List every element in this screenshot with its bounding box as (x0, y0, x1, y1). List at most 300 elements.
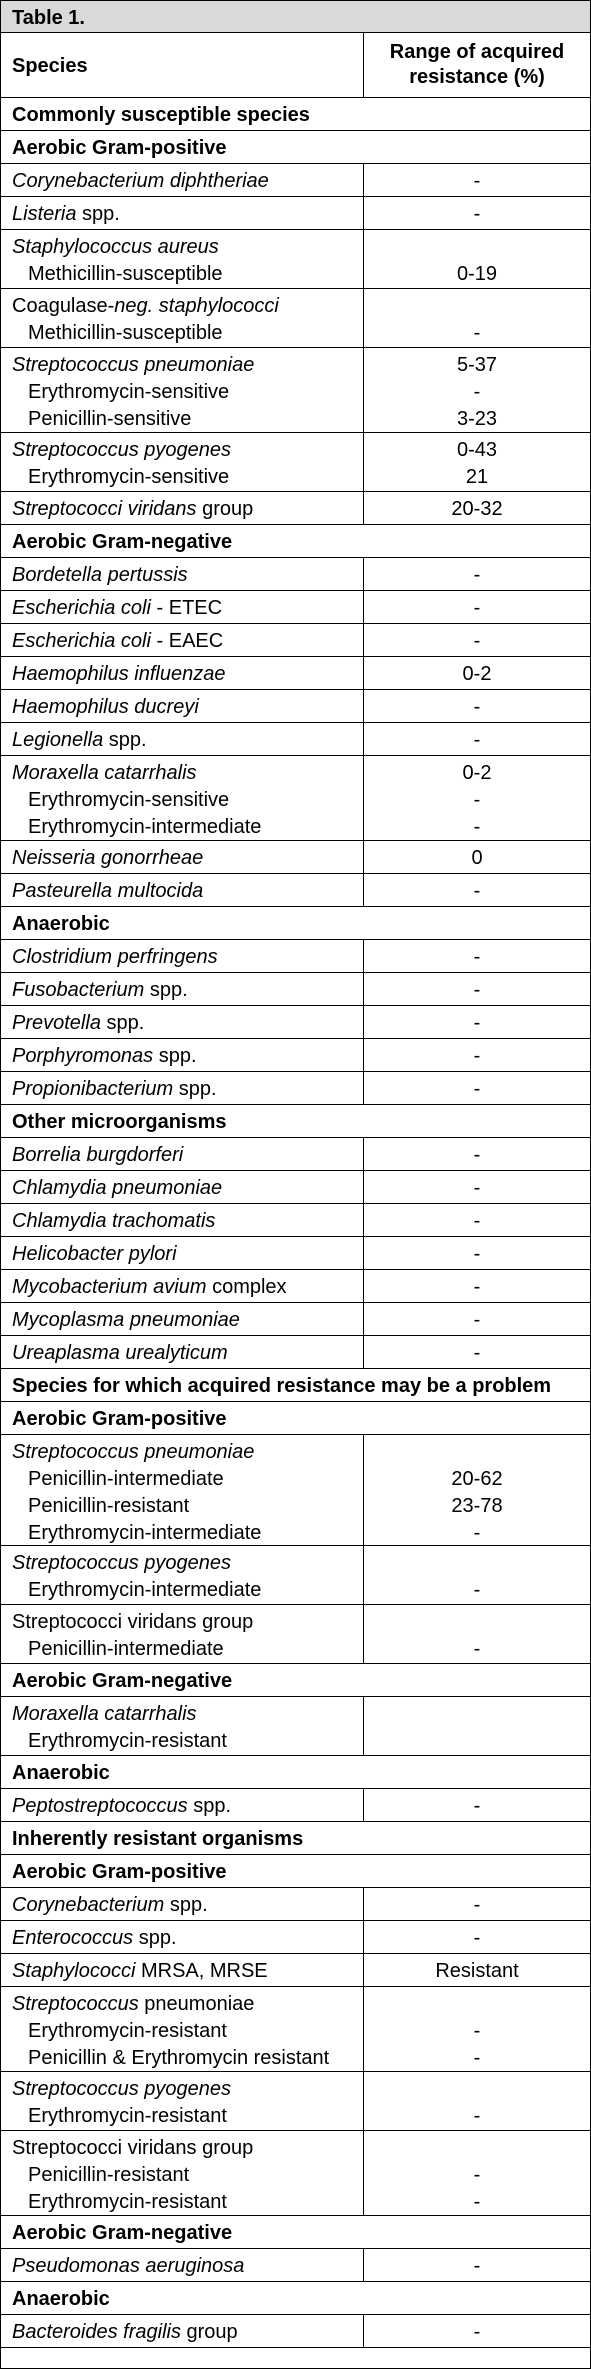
column-header-species: Species (12, 55, 88, 77)
species-text: group (196, 498, 254, 520)
species-cell (1, 492, 364, 524)
species-cell (1, 289, 364, 347)
resistance-cell (364, 2315, 590, 2347)
resistance-value: - (473, 1012, 481, 1034)
section-header: Other microorganisms (12, 1111, 227, 1133)
resistance-value: - (473, 696, 481, 718)
resistance-cell (364, 1270, 590, 1302)
species-text: Helicobacter pylori (12, 1243, 177, 1265)
species-line (12, 1274, 363, 1301)
column-header-range-line-1: Range of acquired (389, 41, 565, 63)
species-text: Moraxella catarrhalis (12, 762, 197, 784)
table-row (1, 1789, 590, 1822)
species-text: spp. (187, 1795, 232, 1817)
species-text: Penicillin-resistant (28, 2164, 190, 2186)
resistance-cell (364, 1204, 590, 1236)
species-cell (1, 1336, 364, 1368)
table-row (1, 1435, 590, 1546)
resistance-value (364, 1701, 590, 1728)
species-line (12, 977, 363, 1004)
table-row (1, 433, 590, 492)
resistance-cell (364, 164, 590, 196)
resistance-value: - (473, 979, 481, 1001)
resistance-cell (364, 1006, 590, 1038)
species-line (12, 1609, 363, 1636)
species-cell (1, 1921, 364, 1953)
species-text: Pseudomonas aeruginosa (12, 2255, 245, 2277)
resistance-cell (364, 1697, 590, 1755)
resistance-cell (364, 1605, 590, 1663)
species-cell (1, 1072, 364, 1104)
resistance-cell (364, 940, 590, 972)
section-header-row (1, 1756, 590, 1789)
species-line (12, 2319, 363, 2346)
species-text: Fusobacterium (12, 979, 145, 1001)
species-cell (1, 197, 364, 229)
species-cell (1, 2249, 364, 2281)
table-row (1, 348, 590, 433)
resistance-value (364, 2135, 590, 2162)
table-row (1, 2249, 590, 2282)
species-cell (1, 624, 364, 656)
section-header: Anaerobic (12, 1762, 110, 1784)
resistance-cell (364, 1789, 590, 1821)
species-line (12, 1991, 363, 2018)
species-line (12, 628, 363, 655)
species-line (12, 2018, 363, 2045)
species-cell (1, 723, 364, 755)
resistance-value: - (473, 1078, 481, 1100)
species-text: Erythromycin-sensitive (28, 466, 230, 488)
species-line (12, 760, 363, 787)
resistance-cell (364, 1546, 590, 1604)
resistance-value: - (473, 880, 481, 902)
species-cell (1, 841, 364, 873)
species-line (12, 168, 363, 195)
table-row (1, 1171, 590, 1204)
species-line (12, 261, 363, 288)
section-header-row (1, 1105, 590, 1138)
resistance-value (364, 1550, 590, 1577)
section-header: Aerobic Gram-positive (12, 137, 227, 159)
species-cell (1, 1888, 364, 1920)
species-line (12, 595, 363, 622)
species-text: Prevotella (12, 1012, 101, 1034)
resistance-value (364, 234, 590, 261)
resistance-cell (364, 1336, 590, 1368)
table-row (1, 492, 590, 525)
species-text: Streptococci viridans (12, 498, 197, 520)
species-text: spp. (133, 1927, 177, 1949)
resistance-value: - (473, 1522, 481, 1544)
species-text: spp. (173, 1078, 217, 1100)
resistance-cell (364, 433, 590, 491)
species-text: Streptococcus (12, 1993, 139, 2015)
species-line (12, 1728, 363, 1755)
resistance-value: 20-32 (451, 498, 503, 520)
species-text: Streptococci viridans group (12, 1611, 254, 1633)
species-line (12, 562, 363, 589)
species-line (12, 379, 363, 406)
species-text: - ETEC (150, 597, 223, 619)
resistance-cell (364, 657, 590, 689)
resistance-value: 0-2 (462, 663, 492, 685)
resistance-value: - (473, 2105, 481, 2127)
section-header-row (1, 98, 590, 131)
species-cell (1, 973, 364, 1005)
table-row (1, 1006, 590, 1039)
resistance-cell (364, 973, 590, 1005)
table-row (1, 2072, 590, 2131)
species-line (12, 464, 363, 491)
species-cell (1, 1039, 364, 1071)
species-cell (1, 558, 364, 590)
species-text: Staphylococcus aureus (12, 236, 219, 258)
resistance-value: - (473, 1144, 481, 1166)
species-line (12, 944, 363, 971)
table-row (1, 1204, 590, 1237)
resistance-value: 23-78 (451, 1495, 503, 1517)
table-row (1, 1605, 590, 1664)
table-row (1, 289, 590, 348)
table-title: Table 1. (12, 7, 85, 29)
species-text: Porphyromonas (12, 1045, 154, 1067)
resistance-cell (364, 723, 590, 755)
species-text: Erythromycin-sensitive (28, 381, 230, 403)
table-row (1, 1954, 590, 1987)
table-row (1, 940, 590, 973)
table-row (1, 1072, 590, 1105)
section-header-row (1, 1855, 590, 1888)
species-text: group (180, 2321, 238, 2343)
resistance-value: 0-43 (456, 439, 498, 461)
species-text: Corynebacterium (12, 1894, 165, 1916)
species-line (12, 406, 363, 433)
section-header-row (1, 1664, 590, 1697)
species-line (12, 1466, 363, 1493)
species-text: Erythromycin-resistant (28, 2191, 227, 2213)
species-text: Erythromycin-resistant (28, 2105, 227, 2127)
species-cell (1, 1954, 364, 1986)
species-line (12, 2162, 363, 2189)
resistance-value: - (473, 630, 481, 652)
species-text: Coagulase- (12, 295, 115, 317)
species-line (12, 320, 363, 347)
table-row (1, 657, 590, 690)
resistance-cell (364, 1303, 590, 1335)
table-row (1, 874, 590, 907)
species-text: Streptococcus pyogenes (12, 439, 232, 461)
species-text: Methicillin-susceptible (28, 263, 223, 285)
table-row (1, 558, 590, 591)
resistance-cell (364, 1072, 590, 1104)
resistance-value (364, 1439, 590, 1466)
section-header-row (1, 525, 590, 558)
table-row (1, 1138, 590, 1171)
species-text: Streptococcus pyogenes (12, 1552, 232, 1574)
resistance-cell (364, 1237, 590, 1269)
species-text: Chlamydia trachomatis (12, 1210, 216, 1232)
species-line (12, 1958, 363, 1985)
species-line (12, 234, 363, 261)
species-line (12, 1439, 363, 1466)
species-cell (1, 1987, 364, 2071)
table-row (1, 1888, 590, 1921)
species-cell (1, 874, 364, 906)
species-text: spp. (153, 1045, 197, 1067)
resistance-cell (364, 289, 590, 347)
species-cell (1, 2315, 364, 2347)
species-cell (1, 591, 364, 623)
species-line (12, 1577, 363, 1604)
resistance-cell (364, 1954, 590, 1986)
resistance-value: - (473, 597, 481, 619)
column-header-range-line-2: resistance (%) (409, 66, 545, 88)
column-header-row (1, 33, 590, 98)
table-row (1, 973, 590, 1006)
resistance-value (364, 293, 590, 320)
resistance-value: - (473, 729, 481, 751)
resistance-value: - (473, 789, 481, 811)
resistance-value: 0-2 (462, 762, 492, 784)
species-text: Penicillin & Erythromycin resistant (28, 2047, 330, 2069)
resistance-value (364, 2076, 590, 2103)
species-text: Penicillin-intermediate (28, 1468, 224, 1490)
species-line (12, 352, 363, 379)
species-cell (1, 1697, 364, 1755)
species-cell (1, 164, 364, 196)
resistance-value: 5-37 (456, 354, 498, 376)
section-header: Inherently resistant organisms (12, 1828, 304, 1850)
section-header: Aerobic Gram-negative (12, 531, 233, 553)
species-line (12, 1043, 363, 1070)
species-cell (1, 657, 364, 689)
resistance-cell (364, 841, 590, 873)
species-text: Erythromycin-resistant (28, 2020, 227, 2042)
table-row (1, 2315, 590, 2348)
species-line (12, 1307, 363, 1334)
species-text: Bacteroides fragilis (12, 2321, 181, 2343)
resistance-cell (364, 230, 590, 288)
species-text: Erythromycin-intermediate (28, 1522, 262, 1544)
resistance-value: - (473, 2164, 481, 2186)
table-row (1, 1039, 590, 1072)
section-header: Species for which acquired resistance may be a problem (12, 1375, 552, 1397)
species-cell (1, 1270, 364, 1302)
species-text: spp. (164, 1894, 208, 1916)
resistance-value: - (473, 1243, 481, 1265)
section-header: Aerobic Gram-positive (12, 1861, 227, 1883)
resistance-value: - (473, 2255, 481, 2277)
species-line (12, 2103, 363, 2130)
resistance-cell (364, 2131, 590, 2215)
species-text: Listeria (12, 203, 77, 225)
species-text: Mycoplasma pneumoniae (12, 1309, 240, 1331)
species-text: Neisseria gonorrheae (12, 847, 204, 869)
section-header: Commonly susceptible species (12, 104, 310, 126)
species-line (12, 661, 363, 688)
species-line (12, 2135, 363, 2162)
species-text: Streptococcus pneumoniae (12, 1441, 255, 1463)
resistance-value: - (473, 1795, 481, 1817)
resistance-value: - (473, 1309, 481, 1331)
resistance-value: - (473, 2191, 481, 2213)
species-text: Haemophilus influenzae (12, 663, 226, 685)
species-line (12, 1520, 363, 1547)
species-cell (1, 1435, 364, 1545)
species-cell (1, 348, 364, 432)
resistance-value: - (473, 2020, 481, 2042)
species-text: Enterococcus (12, 1927, 134, 1949)
species-line (12, 814, 363, 841)
species-text: Haemophilus ducreyi (12, 696, 199, 718)
species-line (12, 293, 363, 320)
species-cell (1, 1789, 364, 1821)
species-text: Ureaplasma urealyticum (12, 1342, 228, 1364)
section-header: Anaerobic (12, 913, 110, 935)
resistance-value: - (473, 1342, 481, 1364)
species-line (12, 1010, 363, 1037)
section-header-row (1, 2282, 590, 2315)
species-text: Erythromycin-sensitive (28, 789, 230, 811)
resistance-cell (364, 591, 590, 623)
species-cell (1, 1138, 364, 1170)
resistance-value: - (473, 1894, 481, 1916)
resistance-value: 0-19 (456, 263, 498, 285)
species-line (12, 845, 363, 872)
species-text: spp. (144, 979, 188, 1001)
species-line (12, 727, 363, 754)
species-text: Peptostreptococcus (12, 1795, 188, 1817)
section-header-row (1, 2216, 590, 2249)
resistance-value: - (473, 1177, 481, 1199)
species-text: MRSA, MRSE (135, 1960, 268, 1982)
resistance-value: - (473, 1276, 481, 1298)
table-row (1, 591, 590, 624)
species-text: Mycobacterium avium (12, 1276, 207, 1298)
resistance-value (364, 1991, 590, 2018)
resistance-value (364, 1728, 590, 1755)
species-line (12, 1636, 363, 1663)
species-line (12, 1793, 363, 1820)
species-text: - EAEC (150, 630, 224, 652)
species-cell (1, 690, 364, 722)
section-header-row (1, 1822, 590, 1855)
species-line (12, 694, 363, 721)
species-text: Methicillin-susceptible (28, 322, 223, 344)
table-title-row (1, 1, 590, 33)
species-line (12, 1208, 363, 1235)
resistance-cell (364, 624, 590, 656)
species-line (12, 1550, 363, 1577)
species-line (12, 2076, 363, 2103)
species-line (12, 1701, 363, 1728)
resistance-value: - (473, 1579, 481, 1601)
species-line (12, 201, 363, 228)
resistance-cell (364, 1039, 590, 1071)
section-header: Anaerobic (12, 2288, 110, 2310)
table-row (1, 1697, 590, 1756)
species-cell (1, 1204, 364, 1236)
species-cell (1, 2072, 364, 2130)
species-text: Escherichia coli (12, 630, 151, 652)
table-row (1, 1921, 590, 1954)
resistance-value: - (473, 816, 481, 838)
species-text: Corynebacterium diphtheriae (12, 170, 269, 192)
species-line (12, 1076, 363, 1103)
resistance-value: - (473, 946, 481, 968)
species-cell (1, 1605, 364, 1663)
table-row (1, 1546, 590, 1605)
species-text: Staphylococci (12, 1960, 136, 1982)
species-text: Clostridium perfringens (12, 946, 218, 968)
resistance-value: - (473, 381, 481, 403)
section-header-row (1, 131, 590, 164)
species-text: spp. (100, 1012, 145, 1034)
resistance-value: - (473, 1045, 481, 1067)
resistance-cell (364, 1435, 590, 1545)
species-line (12, 1241, 363, 1268)
species-line (12, 2253, 363, 2280)
species-line (12, 2189, 363, 2216)
resistance-cell (364, 690, 590, 722)
species-line (12, 1340, 363, 1367)
species-text: complex (206, 1276, 287, 1298)
species-text: Erythromycin-resistant (28, 1730, 227, 1752)
resistance-cell (364, 1921, 590, 1953)
resistance-cell (364, 1888, 590, 1920)
species-text: Penicillin-resistant (28, 1495, 190, 1517)
species-text: Streptococcus pyogenes (12, 2078, 232, 2100)
section-header: Aerobic Gram-negative (12, 1670, 233, 1692)
resistance-cell (364, 1138, 590, 1170)
table-row (1, 230, 590, 289)
species-cell (1, 756, 364, 840)
table-row (1, 1303, 590, 1336)
resistance-cell (364, 1171, 590, 1203)
species-line (12, 1892, 363, 1919)
resistance-value: 21 (465, 466, 489, 488)
resistance-value: - (473, 203, 481, 225)
table-row (1, 1987, 590, 2072)
table-row (1, 723, 590, 756)
table-row (1, 2131, 590, 2216)
species-cell (1, 230, 364, 288)
resistance-value: - (473, 322, 481, 344)
species-line (12, 1925, 363, 1952)
resistance-value (364, 1609, 590, 1636)
section-header-row (1, 1369, 590, 1402)
species-text: spp. (103, 729, 147, 751)
species-text: Pasteurella multocida (12, 880, 204, 902)
species-cell (1, 2131, 364, 2215)
resistance-value: 20-62 (451, 1468, 503, 1490)
resistance-value: - (473, 1210, 481, 1232)
species-line (12, 437, 363, 464)
species-cell (1, 433, 364, 491)
species-text: Penicillin-intermediate (28, 1638, 224, 1660)
table-row (1, 756, 590, 841)
resistance-cell (364, 2072, 590, 2130)
species-text: neg. staphylococci (114, 295, 279, 317)
resistance-cell (364, 2249, 590, 2281)
species-text: Bordetella pertussis (12, 564, 188, 586)
resistance-value: - (473, 1927, 481, 1949)
resistance-cell (364, 492, 590, 524)
species-line (12, 1142, 363, 1169)
table-row (1, 1237, 590, 1270)
section-header-row (1, 907, 590, 940)
